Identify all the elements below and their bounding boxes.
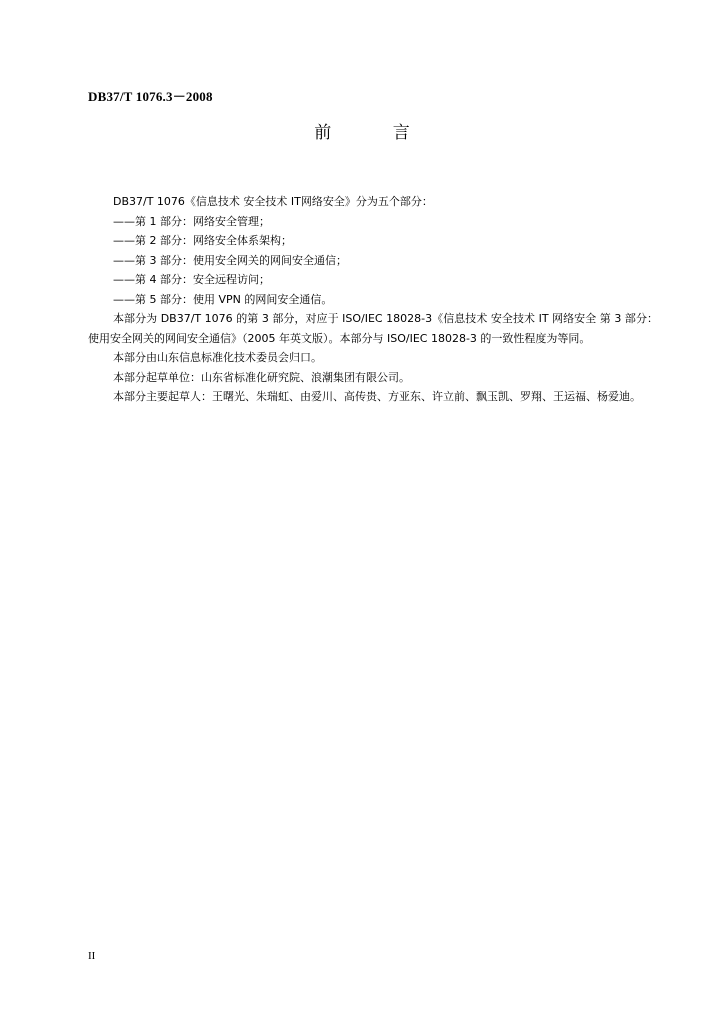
centralized-paragraph: 本部分由山东信息标准化技术委员会归口。: [113, 351, 322, 364]
drafting-units-paragraph: 本部分起草单位：山东省标准化研究院、浪潮集团有限公司。: [113, 370, 410, 384]
page-number: II: [88, 950, 96, 962]
drafters-paragraph: 本部分主要起草人：王曙光、朱瑞虹、由爱川、高传贵、方亚东、许立前、飘玉凯、罗翔、王运福、杨爱迪。: [113, 390, 641, 403]
part-3-item: ——第 3 部分：使用安全网关的网间安全通信；: [113, 253, 347, 267]
part-2-item: ——第 2 部分：网络安全体系架构；: [113, 234, 292, 247]
part-4-item: ——第 4 部分：安全远程访问；: [113, 273, 270, 286]
part-5-item: ——第 5 部分：使用 VPN 的网间安全通信。: [113, 292, 333, 306]
part-1-item: ——第 1 部分：网络安全管理；: [113, 214, 270, 228]
correspondence-paragraph: 本部分为 DB37/T 1076 的第 3 部分，对应于 ISO/IEC 18028-3《信息技术 安全技术 IT 网络安全 第 3 部分：使用安全网关的网间安全通信》（2005 年英文版）。本部分与 ISO/IEC 18028-3 的一致性程度为等同。: [88, 312, 658, 345]
page-title: 前 言: [314, 123, 438, 143]
document-code: DB37/T 1076.3－2008: [88, 89, 213, 104]
intro-paragraph: DB37/T 1076《信息技术 安全技术 IT网络安全》分为五个部分：: [113, 195, 433, 208]
foreword-body: [88, 192, 658, 407]
